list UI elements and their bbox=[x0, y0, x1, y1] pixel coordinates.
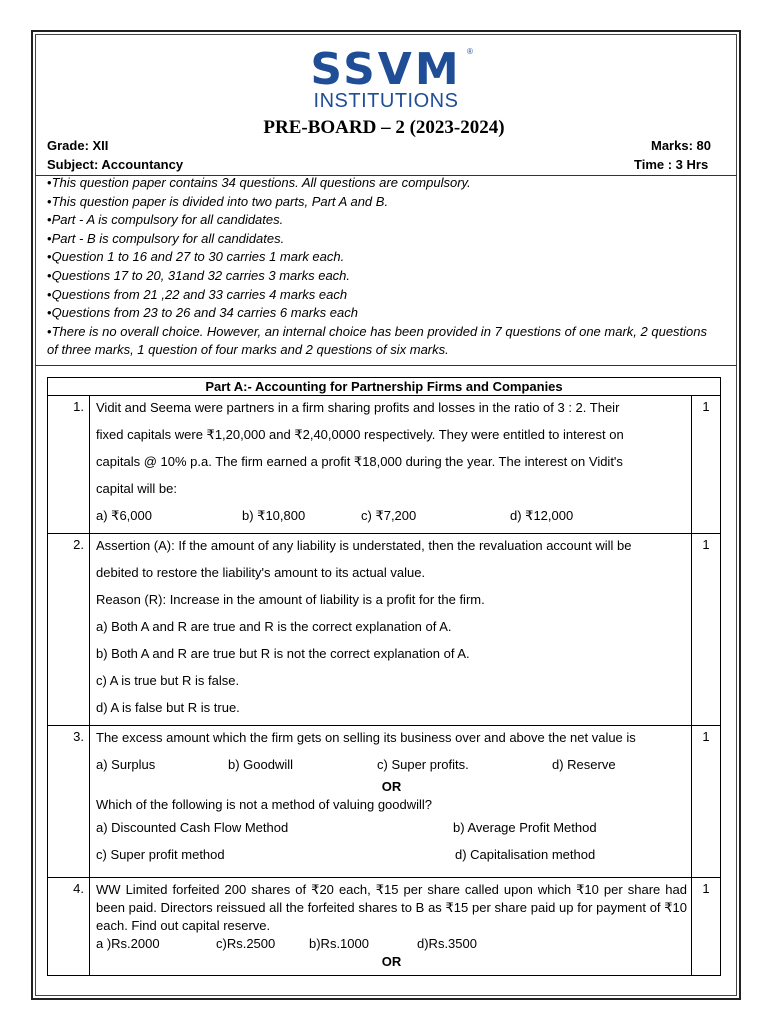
instruction-item: •This question paper contains 34 questions. All questions are compulsory. bbox=[47, 175, 471, 190]
option: c) ₹7,200 bbox=[361, 508, 417, 523]
instruction-item: •Part - A is compulsory for all candidates. bbox=[47, 212, 284, 228]
instructions-divider bbox=[35, 365, 737, 366]
question-text-line: c) A is true but R is false. bbox=[96, 673, 240, 688]
instruction-item: •Part - B is compulsory for all candidates. bbox=[47, 230, 285, 246]
option-row bbox=[96, 935, 687, 953]
instruction-item: •Questions from 21 ,22 and 33 carries 4 marks each bbox=[47, 286, 348, 302]
option: a) ₹6,000 bbox=[96, 508, 152, 523]
or-separator: OR bbox=[381, 954, 402, 969]
question-text-line: Assertion (A): If the amount of any liability is understated, then the revaluation account will be bbox=[96, 538, 632, 553]
question-text-line: Reason (R): Increase in the amount of liability is a profit for the firm. bbox=[96, 592, 485, 607]
instruction-item: •Questions from 23 to 26 and 34 carries 6 marks each bbox=[47, 305, 358, 321]
question-body bbox=[90, 534, 692, 726]
question-text-line: Which of the following is not a method of valuing goodwill? bbox=[96, 797, 433, 812]
option-row bbox=[96, 751, 687, 778]
option: b) ₹10,800 bbox=[242, 508, 306, 523]
question-text-line: capitals @ 10% p.a. The firm earned a profit ₹18,000 during the year. The interest on Vidit's bbox=[96, 454, 623, 469]
part-a-heading: Part A:- Accounting for Partnership Firms and Companies bbox=[48, 378, 721, 396]
question-table bbox=[47, 377, 721, 976]
subject-label: Subject: Accountancy bbox=[47, 157, 184, 172]
question-marks: 1 bbox=[692, 878, 721, 976]
question-text-line: b) Both A and R are true but R is not the correct explanation of A. bbox=[96, 646, 470, 661]
instruction-item: •Questions 17 to 20, 31and 32 carries 3 marks each. bbox=[47, 267, 351, 283]
question-text-line: Vidit and Seema were partners in a firm sharing profits and losses in the ratio of 3 : 2. Their bbox=[96, 400, 620, 415]
question-text-line: fixed capitals were ₹1,20,000 and ₹2,40,0000 respectively. They were entitled to interest on bbox=[96, 427, 624, 442]
question-text-line: The excess amount which the firm gets on selling its business over and above the net value is bbox=[96, 730, 636, 745]
question-body bbox=[90, 726, 692, 878]
marks-label: Marks: 80 bbox=[651, 138, 711, 153]
option: c) Super profit method bbox=[96, 847, 225, 862]
instructions bbox=[47, 174, 717, 360]
school-logo-text: SSVM bbox=[310, 44, 462, 95]
grade-label: Grade: XII bbox=[47, 138, 109, 153]
option: c)Rs.2500 bbox=[216, 936, 276, 951]
question-marks: 1 bbox=[692, 534, 721, 726]
option: d) Reserve bbox=[552, 757, 616, 772]
option: c) Super profits. bbox=[377, 757, 469, 772]
question-marks: 1 bbox=[692, 726, 721, 878]
question-marks: 1 bbox=[692, 396, 721, 534]
question-number: 4. bbox=[48, 878, 90, 976]
option: a) Surplus bbox=[96, 757, 156, 772]
instruction-item: •This question paper is divided into two parts, Part A and B. bbox=[47, 193, 389, 209]
question-row bbox=[48, 534, 721, 726]
option: d) ₹12,000 bbox=[510, 508, 574, 523]
instruction-item: •Question 1 to 16 and 27 to 30 carries 1 mark each. bbox=[47, 249, 345, 265]
question-text: WW Limited forfeited 200 shares of ₹20 each, ₹15 per share called upon which ₹10 per share had been paid. Directors reissued all the forfeited shares to B as ₹15 per share paid up for payment of ₹10 each. Find out capital reserve. bbox=[96, 882, 687, 933]
question-number: 3. bbox=[48, 726, 90, 878]
question-row bbox=[48, 878, 721, 976]
option-row bbox=[96, 502, 687, 529]
instruction-item: •There is no overall choice. However, an internal choice has been provided in 7 questions of one mark, 2 questions of three marks, 1 question of four marks and 2 questions of six marks. bbox=[47, 323, 708, 358]
question-text-line: debited to restore the liability's amount to its actual value. bbox=[96, 565, 426, 580]
option: d) Capitalisation method bbox=[455, 847, 596, 862]
school-logo-subtitle: INSTITUTIONS bbox=[313, 90, 459, 112]
option-row bbox=[96, 814, 687, 841]
question-row bbox=[48, 396, 721, 534]
option-row bbox=[96, 841, 687, 868]
registered-mark: ® bbox=[467, 47, 473, 56]
option: b)Rs.1000 bbox=[309, 936, 369, 951]
question-body bbox=[90, 396, 692, 534]
question-text-line: capital will be: bbox=[96, 481, 177, 496]
option: b) Average Profit Method bbox=[453, 820, 597, 835]
question-body bbox=[90, 878, 692, 976]
question-text-line: d) A is false but R is true. bbox=[96, 700, 240, 715]
question-text-line: a) Both A and R are true and R is the correct explanation of A. bbox=[96, 619, 452, 634]
question-row bbox=[48, 726, 721, 878]
exam-title: PRE-BOARD – 2 (2023-2024) bbox=[263, 117, 505, 138]
time-label: Time : 3 Hrs bbox=[634, 157, 709, 172]
option: a) Discounted Cash Flow Method bbox=[96, 820, 289, 835]
option: b) Goodwill bbox=[228, 757, 294, 772]
option: a )Rs.2000 bbox=[96, 936, 160, 951]
option: d)Rs.3500 bbox=[417, 936, 477, 951]
question-number: 2. bbox=[48, 534, 90, 726]
question-number: 1. bbox=[48, 396, 90, 534]
or-separator: OR bbox=[381, 779, 402, 794]
